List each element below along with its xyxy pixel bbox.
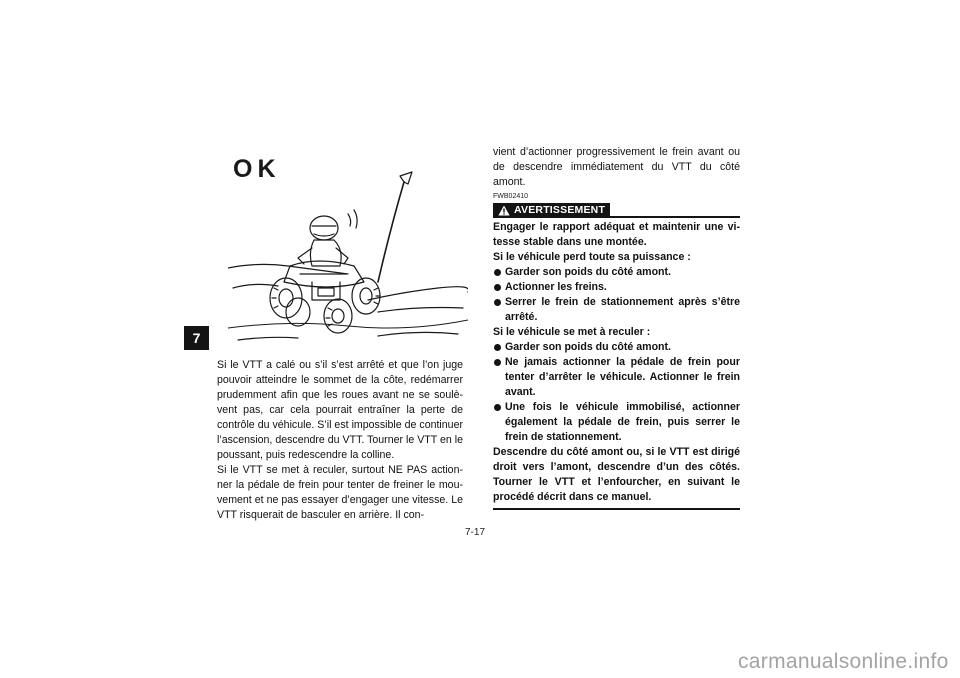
- list-item: Garder son poids du côté amont.: [493, 265, 740, 280]
- list-item: Ne jamais actionner la pédale de frein pour tenter d’arrêter le véhicule. Actionner le frein avant.: [493, 355, 740, 400]
- warning-triangle-icon: [498, 205, 510, 216]
- warning-badge: [493, 203, 610, 218]
- body-paragraph-2: Si le VTT se met à reculer, surtout NE PAS actionner la pédale de frein pour tenter de freiner le mouvement et ne pas essayer d’engager une vitesse. Le VTT risquerait de basculer en arrière. Il con-: [217, 464, 463, 521]
- warning-list-rollback: [493, 340, 740, 445]
- warning-code: FWB02410: [493, 193, 529, 200]
- list-item: Une fois le véhicule immobilisé, actionner également la pédale de frein, puis serrer le frein de stationnement.: [493, 400, 740, 445]
- continuation-paragraph: vient d’actionner progressivement le frein avant ou de descendre immédiatement du VTT du côté amont.: [493, 146, 740, 188]
- warning-heading-rollback: Si le véhicule se met à reculer :: [493, 326, 651, 338]
- right-column: [493, 145, 740, 510]
- chapter-tab: 7: [184, 326, 209, 350]
- warning-body: [493, 220, 740, 505]
- warning-title: AVERTISSEMENT: [514, 203, 606, 216]
- list-item: Serrer le frein de stationnement après s’être arrêté.: [493, 295, 740, 325]
- warning-end-rule: [493, 508, 740, 510]
- page-number: 7-17: [465, 527, 486, 538]
- warning-list-power-loss: [493, 265, 740, 325]
- warning-rule: [610, 216, 740, 218]
- warning-closing: Descendre du côté amont ou, si le VTT est dirigé droit vers l’amont, descendre d’un des côtés. Tourner le VTT et l’enfourcher, en suivant le procédé décrit dans ce manuel.: [493, 446, 740, 503]
- body-paragraph-1: Si le VTT a calé ou s’il s’est arrêté et que l’on juge pouvoir atteindre le sommet de la côte, redémarrer prudemment afin que les roues avant ne se soulèvent pas, car cela pourrait entraîner la perte de contrôle du véhicule. S’il est impossible de continuer l’ascension, descendre du VTT. Tourner le VTT en le poussant, puis redescendre la colline.: [217, 359, 463, 461]
- illustration-ok-label: OK: [233, 155, 281, 183]
- list-item: Garder son poids du côté amont.: [493, 340, 740, 355]
- warning-heading-power-loss: Si le véhicule perd toute sa puissance :: [493, 251, 691, 263]
- watermark: carmanualsonline.info: [738, 650, 949, 673]
- list-item: Actionner les freins.: [493, 280, 740, 295]
- warning-header: [493, 202, 740, 218]
- warning-line-1: Engager le rapport adéquat et maintenir une vitesse stable dans une montée.: [493, 221, 740, 248]
- atv-uphill-illustration: [228, 170, 468, 350]
- left-column: [217, 358, 463, 523]
